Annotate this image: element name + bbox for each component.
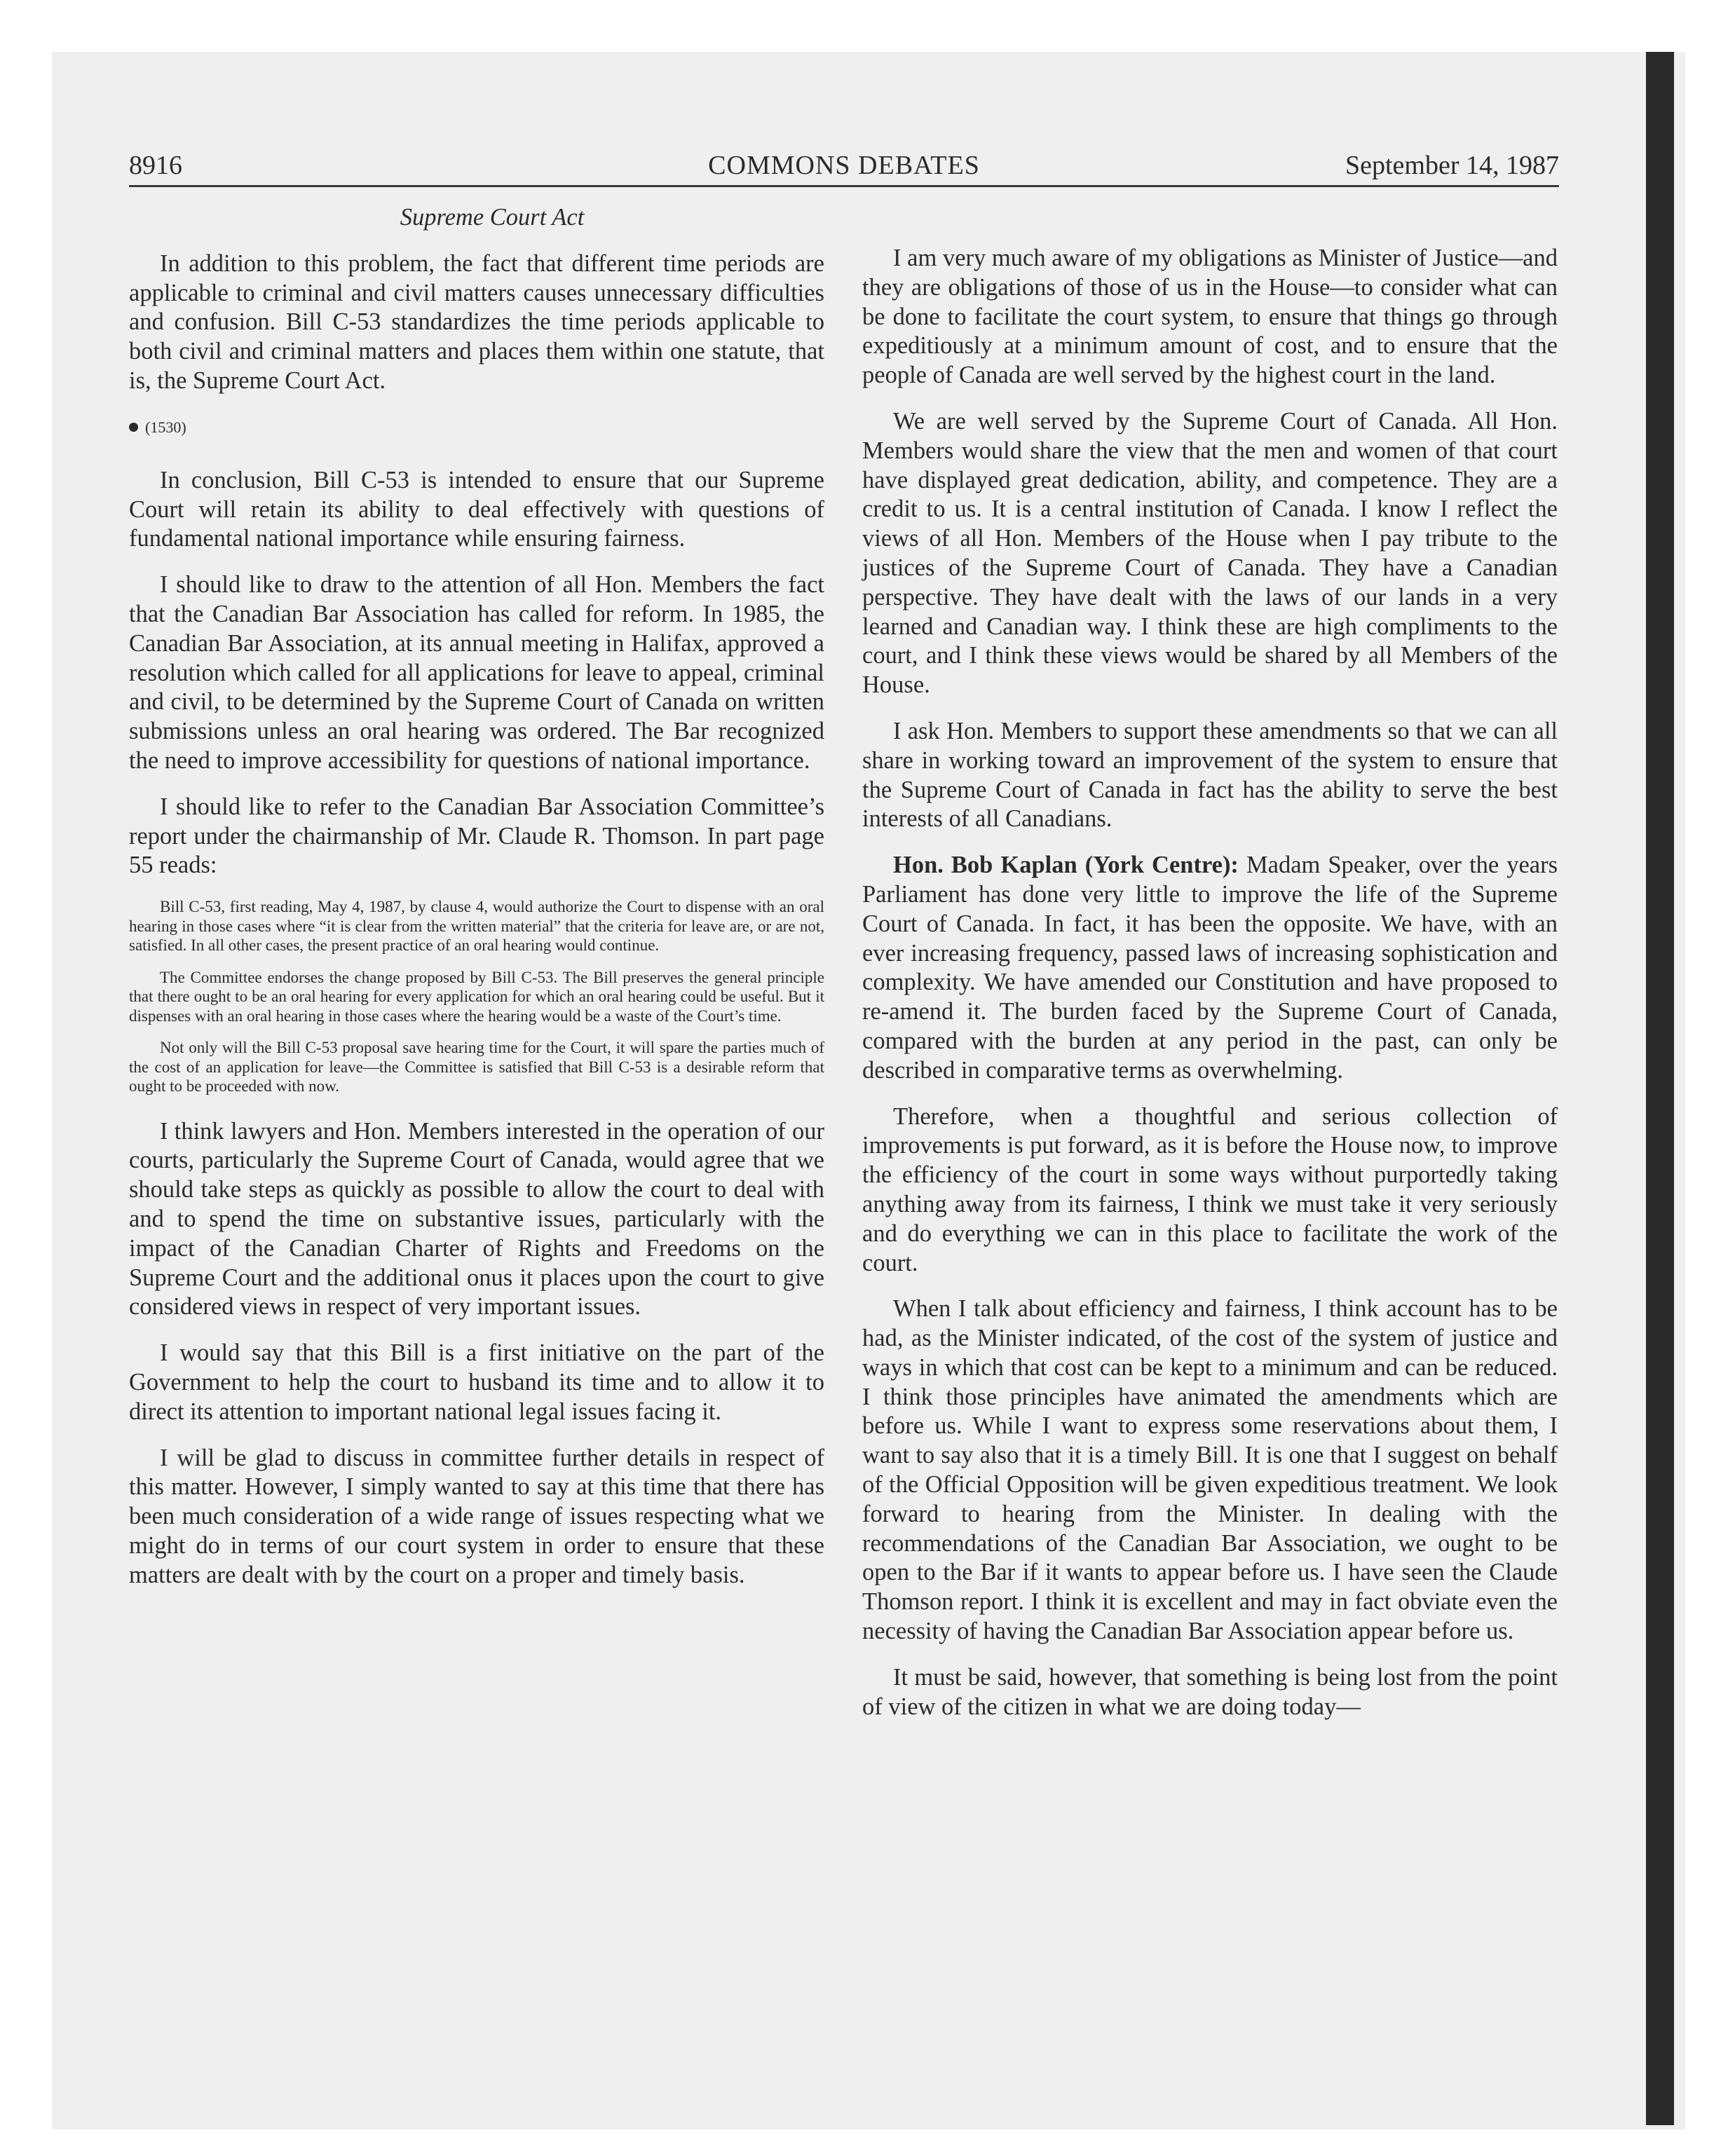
- speaker-name: Hon. Bob Kaplan (York Centre):: [893, 852, 1239, 879]
- page-header: [129, 150, 1559, 187]
- paragraph: When I talk about efficiency and fairness, I think account has to be had, as the Minister indicated, of the cost of the system of justice and ways in which that cost can be kept to a minimum and can be reduced. I think those principles have animated the amendments which are before us. While I want to express some reservations about them, I want to say also that it is a timely Bill. It is one that I suggest on behalf of the Official Opposition will be given expeditious treatment. We look forward to hearing from the Minister. In dealing with the recommendations of the Canadian Bar Association, we ought to be open to the Bar if it wants to appear before us. I have seen the Claude Thomson report. I think it is excellent and may in fact obviate even the necessity of having the Canadian Bar Association appear before us.: [862, 1295, 1558, 1645]
- speaker-paragraph: [862, 851, 1558, 1085]
- paragraph: I ask Hon. Members to support these amendments so that we can all share in working toward an improvement of the system to ensure that the Supreme Court of Canada in fact has the ability to serve the best interests of all Canadians.: [862, 717, 1558, 833]
- bullet-icon: [129, 423, 138, 432]
- quote-paragraph: Bill C-53, first reading, May 4, 1987, by clause 4, would authorize the Court to dispense with an oral hearing in those cases where “it is clear from the written material” that the criteria for leave are, or are not, satisfied. In all other cases, the present practice of an oral hearing would continue.: [129, 898, 824, 955]
- paragraph: In addition to this problem, the fact that different time periods are applicable to criminal and civil matters causes unnecessary difficulties and confusion. Bill C-53 standardizes the time periods applicable to both civil and criminal matters and places them within one statute, that is, the Supreme Court Act.: [129, 250, 824, 394]
- paragraph: I will be glad to discuss in committee further details in respect of this matter. However, I simply wanted to say at this time that there has been much consideration of a wide range of issues respecting what we might do in terms of our court system in order to ensure that these matters are dealt with by the court on a proper and timely basis.: [129, 1444, 824, 1588]
- block-quote: [129, 897, 824, 1096]
- paragraph: I would say that this Bill is a first initiative on the part of the Government to help the court to husband its time and to allow it to direct its attention to important national legal issues facing it.: [129, 1339, 824, 1425]
- left-column: [129, 203, 824, 1607]
- publication-title: COMMONS DEBATES: [708, 151, 980, 180]
- paragraph: It must be said, however, that something is being lost from the point of view of the citizen in what we are doing today—: [862, 1663, 1558, 1720]
- paragraph: I should like to draw to the attention of all Hon. Members the fact that the Canadian Bar Association has called for reform. In 1985, the Canadian Bar Association, at its annual meeting in Halifax, approved a resolution which called for all applications for leave to appeal, criminal and civil, to be determined by the Supreme Court of Canada on written submissions unless an oral hearing was ordered. The Bar recognized the need to improve accessibility for questions of national importance.: [129, 571, 824, 774]
- section-title: Supreme Court Act: [400, 204, 585, 231]
- paragraph: Therefore, when a thoughtful and serious collection of improvements is put forward, as it is before the House now, to improve the efficiency of the court in some ways without purportedly taking anything away from its fairness, I think we must take it very seriously and do everything we can in this place to facilitate the work of the court.: [862, 1103, 1558, 1276]
- time-marker-text: (1530): [145, 418, 186, 436]
- paragraph: I should like to refer to the Canadian Bar Association Committee’s report under the chairmanship of Mr. Claude R. Thomson. In part page 55 reads:: [129, 793, 824, 879]
- time-marker: [129, 417, 824, 438]
- quote-paragraph: Not only will the Bill C-53 proposal save hearing time for the Court, it will spare the parties much of the cost of an application for leave—the Committee is satisfied that Bill C-53 is a desirable reform that ought to be proceeded with now.: [129, 1039, 824, 1096]
- paragraph: We are well served by the Supreme Court of Canada. All Hon. Members would share the view that the men and women of that court have displayed great dedication, ability, and competence. They are a credit to us. It is a central institution of Canada. I know I reflect the views of all Hon. Members of the House when I pay tribute to the justices of the Supreme Court of Canada. They have a Canadian perspective. They have dealt with the laws of our lands in a very learned and Canadian way. I think these are high compliments to the court, and I think these views would be shared by all Members of the House.: [862, 407, 1558, 699]
- paragraph: In conclusion, Bill C-53 is intended to ensure that our Supreme Court will retain its ability to deal effectively with questions of fundamental national importance while ensuring fairness.: [129, 466, 824, 552]
- publication-date: September 14, 1987: [1345, 151, 1559, 180]
- scan-edge-bar: [1646, 52, 1674, 2125]
- page-number: 8916: [129, 151, 182, 180]
- quote-paragraph: The Committee endorses the change proposed by Bill C-53. The Bill preserves the general principle that there ought to be an oral hearing for every application for which an oral hearing could be useful. But it dispenses with an oral hearing in those cases where the hearing would be a waste of the Court’s time.: [129, 968, 824, 1025]
- paragraph: I think lawyers and Hon. Members interested in the operation of our courts, particularly the Supreme Court of Canada, would agree that we should take steps as quickly as possible to allow the court to deal with and to spend the time on substantive issues, particularly with the impact of the Canadian Charter of Rights and Freedoms on the Supreme Court and the additional onus it places upon the court to give considered views in respect of very important issues.: [129, 1117, 824, 1321]
- speech-text: Madam Speaker, over the years Parliament has done very little to improve the life of the Supreme Court of Canada. In fact, it has been the opposite. We have, with an ever increasing frequency, passed laws of increasing sophistication and complexity. We have amended our Constitution and have proposed to re-amend it. The burden faced by the Supreme Court of Canada, compared with the burden at any period in the past, can only be described in comparative terms as overwhelming.: [862, 852, 1558, 1084]
- right-column: [862, 244, 1558, 1738]
- paragraph: I am very much aware of my obligations as Minister of Justice—and they are obligations of those of us in the House—to consider what can be done to facilitate the court system, to ensure that things go through expeditiously at a minimum amount of cost, and to ensure that the people of Canada are well served by the highest court in the land.: [862, 245, 1558, 389]
